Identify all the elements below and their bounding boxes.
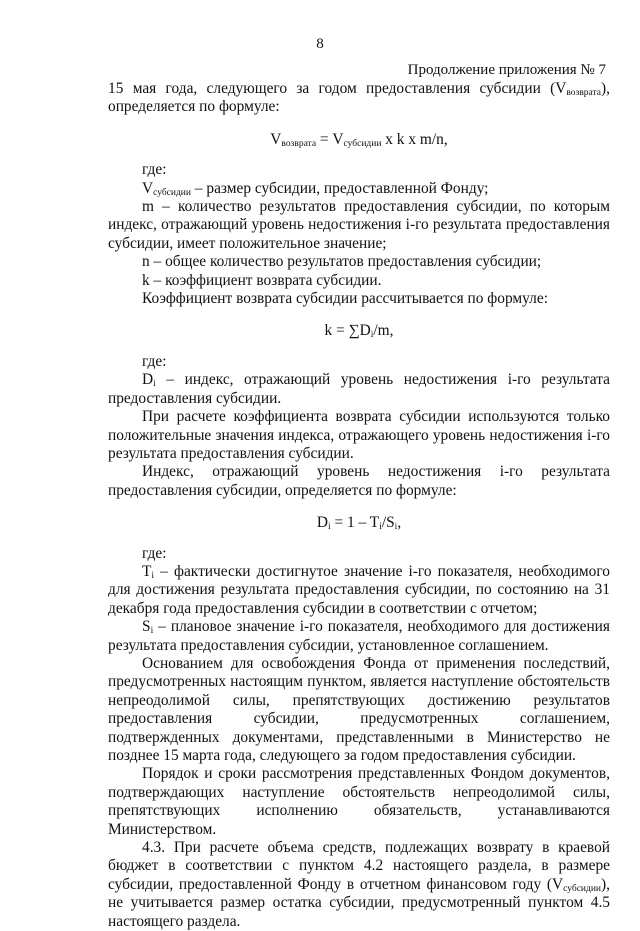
document-body — [108, 80, 610, 931]
page-number: 8 — [316, 36, 324, 52]
definition-m: m – количество результатов предоставления субсидии, по которым индекс, отражающий уровень недостижения i-го результата предоставления субсидии, имеет положительное значение; — [108, 198, 610, 252]
paragraph-k-intro: Коэффициент возврата субсидии рассчитывается по формуле: — [142, 290, 548, 308]
definition-s: $S_i$ – плановое значение i-го показателя, необходимого для достижения результата предоставления субсидии, установленное соглашением. — [108, 618, 610, 654]
formula-d: $D_i = 1 - T_i/S_i$, — [316, 514, 402, 533]
paragraph-index-intro: Индекс, отражающий уровень недостижения i-го результата предоставления субсидии, определяется по формуле: — [108, 463, 610, 499]
paragraph-force-majeure-basis: Основанием для освобождения Фонда от применения последствий, предусмотренных настоящим пунктом, является наступление обстоятельств непреодолимой силы, препятствующих достижению результатов предоставления субсидии, предусмотренных соглашением, подтвержденных документами, представленными в Министерство не позднее 15 марта года, следующего за годом предоставления субсидии. — [108, 654, 610, 764]
paragraph-review-order: Порядок и сроки рассмотрения представленных Фондом документов, подтверждающих наступление обстоятельств непреодолимой силы, препятствующих исполнению обязательств, устанавливаются Министерством. — [108, 765, 610, 838]
paragraph-return-deadline: 15 мая года, следующего за годом предоставления субсидии $(V_{возврата})$, определяется по формуле: — [108, 80, 610, 116]
definition-d: $D_i$ – индекс, отражающий уровень недостижения i-го результата предоставления субсидии. — [108, 371, 610, 407]
paragraph-4-3: 4.3. При расчете объема средств, подлежащих возврату в краевой бюджет в соответствии с пунктом 4.2 настоящего раздела, в размере субсидии, предоставленной Фонду в отчетном финансовом году $(V_{субсидии})$, не учитывается размер остатка субсидии, предусмотренный пунктом 4.5 настоящего раздела. — [108, 839, 610, 930]
where-label: где: — [142, 352, 167, 370]
definition-k: k – коэффициент возврата субсидии. — [142, 271, 382, 289]
formula-k: $k = \sum D_i/m$, — [324, 322, 394, 341]
definition-v-subsidy: $V_{субсидии}$ – размер субсидии, предоставленной Фонду; — [142, 179, 489, 198]
where-label: где: — [142, 161, 167, 179]
definition-t: $T_i$ – фактически достигнутое значение i-го показателя, необходимого для достижения результата предоставления субсидии, по состоянию на 31 декабря года предоставления субсидии в соответствии с отчетом; — [108, 562, 610, 617]
where-label: где: — [142, 544, 167, 562]
appendix-continuation-header: Продолжение приложения № 7 — [407, 62, 606, 78]
definition-n: n – общее количество результатов предоставления субсидии; — [142, 253, 542, 271]
paragraph-positive-values: При расчете коэффициента возврата субсидии используются только положительные значения индекса, отражающего уровень недостижения i-го результата предоставления субсидии. — [108, 408, 610, 462]
formula-return-volume: $V_{возврата} = V_{субсидии}$ x k x m/n, — [270, 130, 448, 149]
